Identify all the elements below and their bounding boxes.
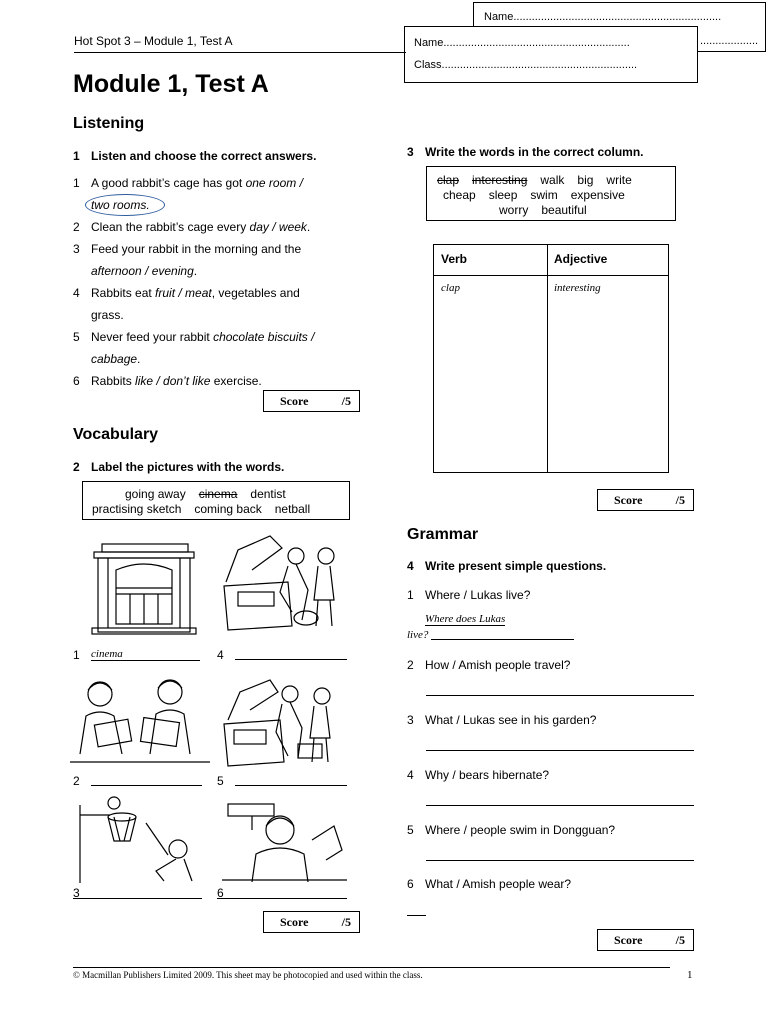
reading-people-picture: [70, 674, 210, 766]
running-title: Hot Spot 3 – Module 1, Test A: [74, 34, 233, 48]
columns-word-box: [426, 166, 676, 221]
label-item-2: [73, 770, 91, 792]
vocabulary-word-box: [82, 481, 350, 520]
grammar-item-4: [407, 764, 549, 786]
item-choice: fruit / meat: [155, 286, 212, 300]
word: write: [606, 173, 632, 187]
columns-score-box: [597, 489, 694, 511]
item-prompt: Where / people swim in Dongguan?: [425, 823, 616, 837]
vocabulary-heading: Vocabulary: [73, 426, 159, 443]
label-number: 5: [217, 774, 224, 788]
grammar-instruction: [407, 559, 606, 573]
label-answer-line[interactable]: [73, 887, 202, 899]
grammar-answer-line[interactable]: [407, 906, 426, 916]
listening-line: [73, 326, 373, 348]
dentist-picture: [222, 800, 347, 882]
table-example-verb: clap: [441, 282, 460, 294]
score-label: Score: [614, 493, 643, 507]
grammar-item-2: [407, 654, 570, 676]
score-label: Score: [280, 394, 309, 408]
netball-picture: [72, 795, 202, 883]
item-prompt: How / Amish people travel?: [425, 658, 571, 672]
car-loading-picture: [218, 530, 348, 635]
word: cheap: [443, 188, 476, 202]
label-item-5: [217, 770, 235, 792]
word-crossed: interesting: [472, 173, 528, 187]
item-number: 2: [73, 220, 80, 234]
label-answer-line[interactable]: [91, 774, 202, 786]
item-text-end: .: [193, 264, 198, 278]
example-answer-text: live?: [407, 629, 429, 641]
score-total: /5: [675, 933, 685, 947]
listening-line: [73, 370, 373, 392]
grammar-item-1: [407, 584, 530, 606]
label-number: 2: [73, 774, 80, 788]
word: beautiful: [541, 203, 587, 217]
table-example-adjective: interesting: [554, 282, 601, 294]
grammar-answer-line[interactable]: [426, 794, 694, 806]
listening-line: [73, 282, 373, 304]
item-number: 1: [407, 588, 414, 602]
cinema-picture: [88, 536, 198, 636]
item-number: 3: [407, 713, 414, 727]
item-choice: like / don’t like: [135, 374, 211, 388]
instruction-text: Listen and choose the correct answers.: [91, 149, 317, 163]
verb-adjective-table: [433, 244, 669, 473]
score-total: /5: [341, 394, 351, 408]
columns-instruction: [407, 145, 643, 159]
label-number: 3: [73, 886, 80, 900]
item-text: Never feed your rabbit: [91, 330, 214, 344]
grammar-score-box: [597, 929, 694, 951]
answer-circle: [85, 194, 165, 216]
page-title: Module 1, Test A: [73, 70, 269, 98]
item-number: 4: [407, 768, 414, 782]
item-text-end: .: [306, 220, 311, 234]
item-number: 5: [73, 330, 80, 344]
item-number: 6: [407, 877, 414, 891]
instruction-text: Write the words in the correct column.: [425, 145, 644, 159]
item-choice: chocolate biscuits /: [213, 330, 315, 344]
grammar-item-5: [407, 819, 615, 841]
word: worry: [499, 203, 529, 217]
grammar-example-answer-line2: [407, 629, 428, 641]
table-header-adjective: Adjective: [554, 252, 608, 266]
score-total: /5: [675, 493, 685, 507]
word: netball: [274, 502, 311, 516]
item-number: 2: [407, 658, 414, 672]
label-item-1: [73, 644, 91, 666]
example-answer-text: Where does Lukas: [425, 613, 506, 625]
instruction-text: Label the pictures with the words.: [91, 460, 285, 474]
word-crossed: clap: [437, 173, 460, 187]
item-text: Clean the rabbit’s cage every: [91, 220, 250, 234]
word-row: [437, 173, 632, 187]
class-dots: ...................: [700, 35, 759, 47]
listening-line: [73, 348, 373, 370]
header-rule: [74, 52, 406, 53]
listening-line: [73, 304, 373, 326]
item-choice: one room /: [245, 176, 303, 190]
item-text: A good rabbit’s cage has got: [91, 176, 246, 190]
grammar-answer-line[interactable]: [426, 849, 694, 861]
grammar-answer-line[interactable]: [426, 684, 694, 696]
word: practising sketch: [92, 502, 182, 516]
label-answer-line: cinema: [91, 648, 200, 661]
score-total: /5: [341, 915, 351, 929]
grammar-example-answer-line1: [425, 613, 505, 625]
listening-line: [73, 216, 373, 238]
word: swim: [530, 188, 558, 202]
label-number: 1: [73, 648, 80, 662]
grammar-answer-line[interactable]: [431, 628, 574, 640]
grammar-item-6: [407, 873, 571, 895]
grammar-item-3: [407, 709, 596, 731]
word-row: [125, 487, 286, 501]
item-number: 3: [73, 242, 80, 256]
item-text-end: exercise.: [210, 374, 262, 388]
item-choice: day / week: [249, 220, 307, 234]
instruction-text: Write present simple questions.: [425, 559, 607, 573]
item-prompt: What / Amish people wear?: [425, 877, 572, 891]
word: sleep: [488, 188, 518, 202]
word-row: [92, 502, 310, 516]
word: coming back: [194, 502, 262, 516]
listening-line: [73, 172, 373, 194]
word-crossed: cinema: [198, 487, 238, 501]
unloading-car-picture: [218, 676, 348, 768]
item-text: grass.: [91, 308, 124, 322]
label-answer-line[interactable]: [235, 774, 347, 786]
item-prompt: Where / Lukas live?: [425, 588, 531, 602]
page-number: 1: [687, 969, 693, 981]
instruction-number: 4: [407, 559, 414, 573]
label-number: 6: [217, 886, 224, 900]
item-choice-circled: two rooms.: [91, 198, 150, 212]
item-text-end: , vegetables and: [211, 286, 300, 300]
item-text: Rabbits eat: [91, 286, 156, 300]
word: walk: [540, 173, 565, 187]
word: expensive: [570, 188, 625, 202]
class-dots: ................................................................: [441, 59, 638, 71]
item-number: 1: [73, 176, 80, 190]
score-label: Score: [280, 915, 309, 929]
vocabulary-instruction: [73, 460, 284, 474]
table-header-verb: Verb: [441, 252, 468, 266]
item-text: Feed your rabbit in the morning and the: [91, 242, 302, 256]
copyright-notice: © Macmillan Publishers Limited 2009. This sheet may be photocopied and used within the class.: [73, 970, 423, 980]
listening-score-box: [263, 390, 360, 412]
word-row: [443, 188, 625, 202]
item-number: 4: [73, 286, 80, 300]
word: going away: [125, 487, 186, 501]
instruction-number: 3: [407, 145, 414, 159]
instruction-number: 1: [73, 149, 80, 163]
item-prompt: What / Lukas see in his garden?: [425, 713, 597, 727]
item-number: 6: [73, 374, 80, 388]
footer-rule: [73, 967, 670, 968]
name-dots: .............................................................: [443, 37, 630, 49]
item-text: Rabbits: [91, 374, 136, 388]
listening-line: [73, 238, 373, 260]
score-label: Score: [614, 933, 643, 947]
name-label: Name: [414, 37, 444, 49]
label-answer-line[interactable]: [217, 887, 347, 899]
word: dentist: [250, 487, 286, 501]
word: big: [577, 173, 594, 187]
listening-heading: Listening: [73, 115, 145, 132]
name-label: Name: [484, 11, 514, 23]
table-column-divider: [547, 245, 548, 472]
label-answer-line[interactable]: [235, 648, 347, 660]
name-dots: ....................................................................: [513, 11, 722, 23]
listening-line: [73, 260, 373, 282]
item-choice: afternoon / evening: [91, 264, 194, 278]
label-item-4: [217, 644, 235, 666]
item-text-end: .: [137, 352, 141, 366]
instruction-number: 2: [73, 460, 80, 474]
name-box-front: [404, 26, 698, 83]
item-prompt: Why / bears hibernate?: [425, 768, 550, 782]
label-number: 4: [217, 648, 224, 662]
grammar-heading: Grammar: [407, 526, 479, 543]
word-row: [499, 203, 587, 217]
listening-instruction: [73, 149, 316, 163]
item-number: 5: [407, 823, 414, 837]
vocabulary-score-box: [263, 911, 360, 933]
grammar-answer-line[interactable]: [426, 739, 694, 751]
class-label: Class: [414, 59, 442, 71]
table-header-rule: [434, 275, 668, 276]
item-choice: cabbage: [91, 352, 138, 366]
